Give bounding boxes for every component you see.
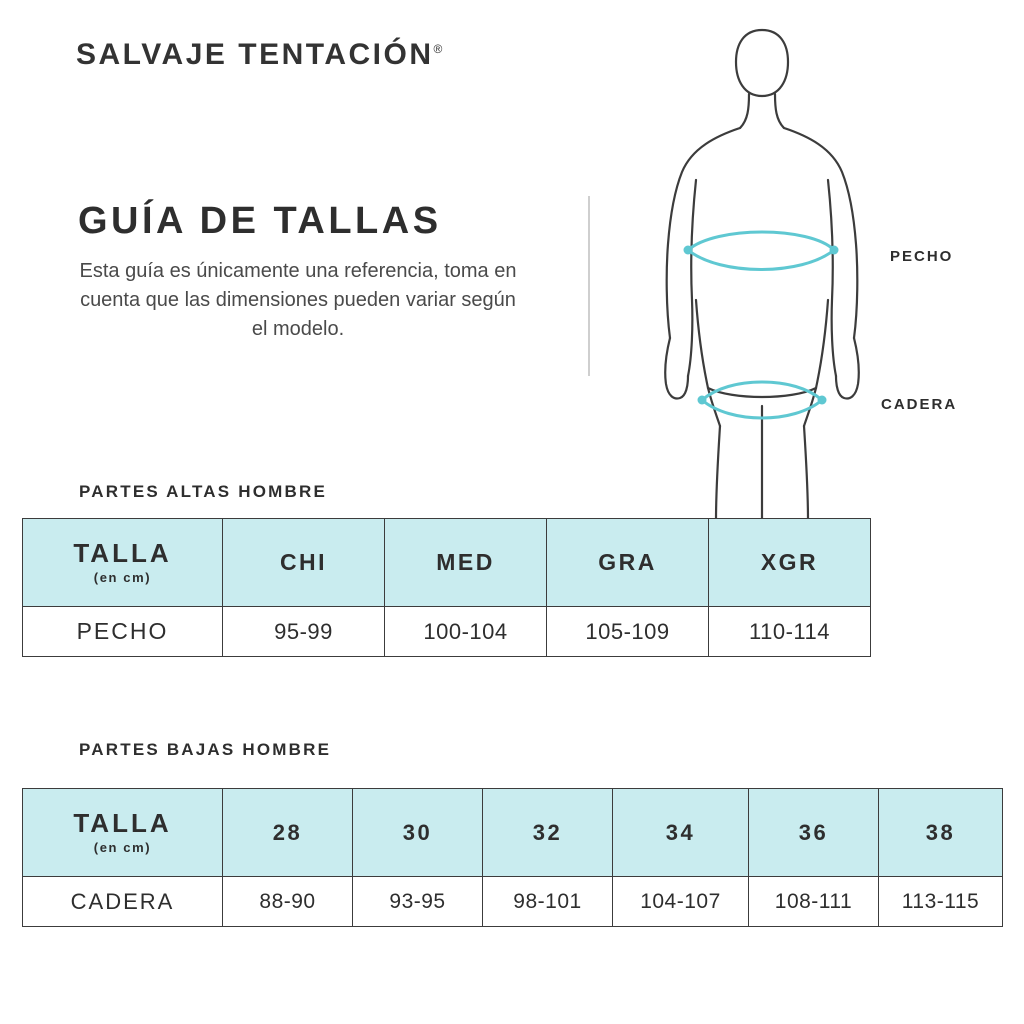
table-cell: 110-114 — [709, 607, 871, 657]
table-cell: 95-99 — [223, 607, 385, 657]
brand-logo — [76, 38, 442, 72]
header-cell-size: XGR — [709, 519, 871, 607]
header-talla-label: TALLA — [73, 808, 172, 839]
heading-block — [78, 200, 528, 344]
table-cell: 105-109 — [547, 607, 709, 657]
table-cell: 98-101 — [483, 877, 613, 927]
lower-size-table — [22, 788, 1003, 927]
header-cell-size: GRA — [547, 519, 709, 607]
upper-size-table — [22, 518, 871, 657]
header-cell-size: 28 — [223, 789, 353, 877]
header-cell-talla — [23, 519, 223, 607]
header-talla-label: TALLA — [73, 538, 172, 569]
page-description: Esta guía es únicamente una referencia, toma en cuenta que las dimensiones pueden variar según el modelo. — [79, 260, 517, 340]
header-cell-size: 34 — [613, 789, 749, 877]
header-cell-size: 36 — [749, 789, 879, 877]
header-cell-size: MED — [385, 519, 547, 607]
table-cell: 100-104 — [385, 607, 547, 657]
figure-label-hip: CADERA — [881, 396, 958, 413]
header-cell-size: 30 — [353, 789, 483, 877]
male-body-figure — [612, 8, 912, 528]
table-cell: 88-90 — [223, 877, 353, 927]
table-row — [23, 877, 1003, 927]
table-row — [23, 607, 871, 657]
header-cell-size: 32 — [483, 789, 613, 877]
table-header-row — [23, 789, 1003, 877]
figure-label-chest: PECHO — [890, 248, 954, 265]
table-header-row — [23, 519, 871, 607]
header-talla-unit: (en cm) — [93, 840, 152, 856]
page-title: GUÍA DE TALLAS — [78, 200, 442, 242]
header-cell-size: CHI — [223, 519, 385, 607]
vertical-divider — [588, 196, 590, 376]
lower-section-title: PARTES BAJAS HOMBRE — [79, 740, 332, 759]
header-talla-unit: (en cm) — [93, 570, 152, 586]
header-cell-size: 38 — [879, 789, 1003, 877]
body-outline-svg — [612, 8, 912, 528]
registered-mark: ® — [433, 42, 443, 56]
upper-section-title: PARTES ALTAS HOMBRE — [79, 482, 327, 501]
brand-name: SALVAJE TENTACIÓN — [76, 38, 434, 71]
table-cell: 108-111 — [749, 877, 879, 927]
row-label: PECHO — [23, 607, 223, 657]
table-cell: 113-115 — [879, 877, 1003, 927]
row-label: CADERA — [23, 877, 223, 927]
header-cell-talla — [23, 789, 223, 877]
table-cell: 93-95 — [353, 877, 483, 927]
table-cell: 104-107 — [613, 877, 749, 927]
